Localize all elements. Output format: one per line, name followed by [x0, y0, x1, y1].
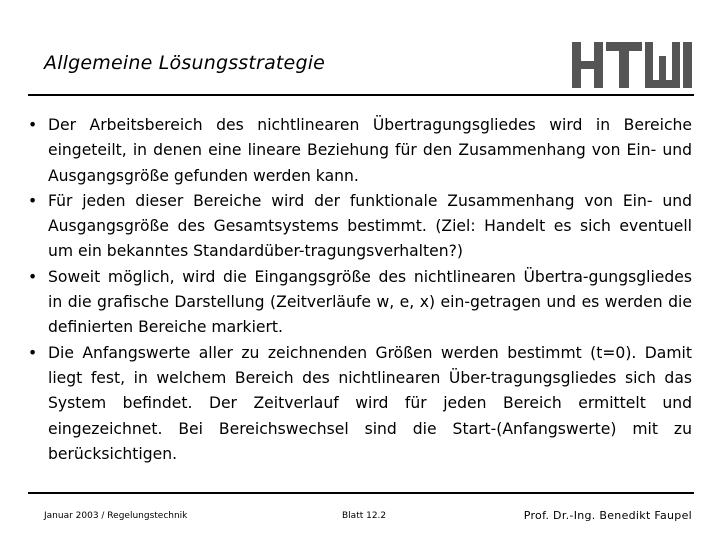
bullet-point: • — [28, 267, 38, 286]
bullet-point: • — [28, 116, 38, 134]
bullet-item — [28, 341, 692, 467]
footer-divider — [28, 492, 694, 494]
page-title: Allgemeine Lösungsstrategie — [44, 52, 326, 74]
bullet-item — [28, 189, 692, 265]
bullet-point: • — [28, 191, 38, 210]
bullet-list — [28, 113, 692, 467]
footer-date-course: Januar 2003 / Regelungstechnik — [44, 511, 188, 521]
title-divider — [28, 94, 694, 96]
bullet-point: • — [28, 343, 38, 362]
bullet-text: Soweit möglich, wird die Eingangsgröße des nichtlinearen Übertra-gungsgliedes in die grafische Darstellung (Zeitverläufe w, e, x) ein-getragen und es werden die definierten Bereiche markiert. — [48, 267, 692, 337]
bullet-text: Die Anfangswerte aller zu zeichnenden Größen werden bestimmt (t=0). Damit liegt fest, in welchem Bereich des nichtlinearen Über-tragungsgliedes sich das System befindet. Der Zeitverlauf wird für jeden Bereich ermittelt und eingezeichnet. Bei Bereichswechsel sind die Start-(Anfangswerte) mit zu berücksichtigen. — [48, 343, 692, 463]
footer-page-number: Blatt 12.2 — [342, 511, 387, 521]
footer-author: Prof. Dr.-Ing. Benedikt Faupel — [523, 509, 692, 522]
bullet-item — [28, 113, 692, 189]
bullet-text: Für jeden dieser Bereiche wird der funktionale Zusammenhang von Ein- und Ausgangsgröße des Gesamtsystems bestimmt. (Ziel: Handelt es sich eventuell um ein bekanntes Standardüber-tragungsverhalten?) — [48, 191, 692, 261]
htw-logo — [572, 42, 692, 88]
bullet-item — [28, 265, 692, 341]
bullet-text: Der Arbeitsbereich des nichtlinearen Übertragungsgliedes wird in Bereiche eingeteilt, in denen eine lineare Beziehung für den Zusammenhang von Ein- und Ausgangsgröße gefunden werden kann. — [48, 116, 692, 185]
